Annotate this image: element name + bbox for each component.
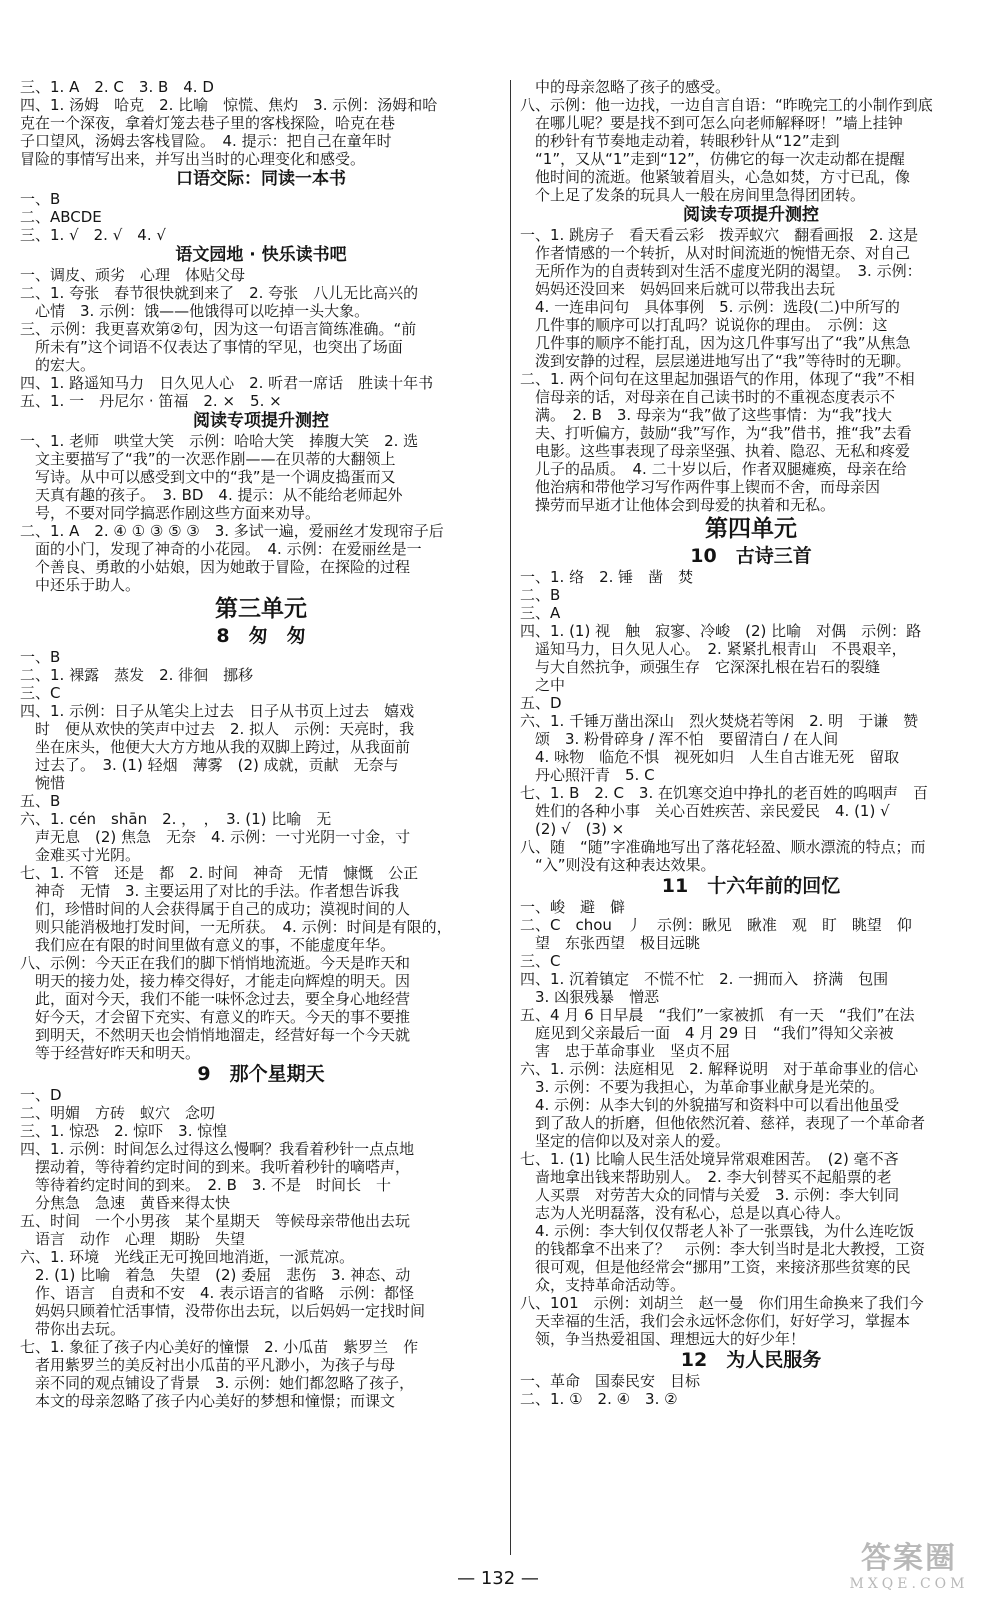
answer-line: 五、4 月 6 日早晨 “我们”一家被抓 有一天 “我们”在法 bbox=[520, 1006, 915, 1024]
answer-line: 面的小门，发现了神奇的小花园。 4. 示例：在爱丽丝是一 bbox=[20, 540, 422, 558]
answer-line: 三、C bbox=[20, 684, 61, 702]
answer-line: 4. 咏物 临危不惧 视死如归 人生自古谁无死 留取 bbox=[520, 748, 900, 766]
answer-line: 一、调皮、顽劣 心理 体贴父母 bbox=[20, 266, 246, 284]
answer-line: 本文的母亲忽略了孩子内心美好的梦想和憧憬；而课文 bbox=[20, 1392, 396, 1410]
answer-line: 二、1. ① 2. ④ 3. ② bbox=[520, 1390, 678, 1408]
answer-line: 六、1. cén shān 2. ， ， 3. (1) 比喻 无 bbox=[20, 810, 332, 828]
answer-line: 很可观，但是他经常会“挪用”工资，来接济那些贫寒的民 bbox=[520, 1258, 911, 1276]
answer-line: 二、1. 两个问句在这里起加强语气的作用，体现了“我”不相 bbox=[520, 370, 915, 388]
answer-line: 们，珍惜时间的人会获得属于自己的成功；漠视时间的人 bbox=[20, 900, 411, 918]
answer-line: 领，争当热爱祖国、理想远大的好少年！ bbox=[520, 1330, 806, 1348]
answer-line: 金难买寸光阴。 bbox=[20, 846, 141, 864]
answer-line: 我们应在有限的时间里做有意义的事，不能虚度年华。 bbox=[20, 936, 396, 954]
answer-line: 啬地拿出钱来帮助别人。 2. 李大钊替买不起船票的老 bbox=[520, 1168, 892, 1186]
section-heading: 8 匆 匆 bbox=[216, 625, 306, 647]
answer-line: 个上足了发条的玩具人一般在房间里急得团团转。 bbox=[520, 186, 866, 204]
answer-line: 4. 示例：李大钊仅仅帮老人补了一张票钱，为什么连吃饭 bbox=[520, 1222, 915, 1240]
answer-line: 时 便从欢快的笑声中过去 2. 拟人 示例：天亮时，我 bbox=[20, 720, 415, 738]
answer-line: 四、1. 路遥知马力 日久见人心 2. 听君一席话 胜读十年书 bbox=[20, 374, 434, 392]
section-heading: 11 十六年前的回忆 bbox=[661, 875, 841, 897]
answer-line: 望 东张西望 极目远眺 bbox=[520, 934, 701, 952]
answer-line: 分焦急 急速 黄昏来得太快 bbox=[20, 1194, 231, 1212]
answer-line: 夫、打听偏方，鼓励“我”写作，为“我”借书，推“我”去看 bbox=[520, 424, 912, 442]
answer-line: 克在一个深夜，拿着灯笼去巷子里的客栈探险，哈克在巷 bbox=[20, 114, 396, 132]
answer-line: “1”，又从“1”走到“12”，仿佛它的每一次走动都在提醒 bbox=[520, 150, 905, 168]
answer-line: 亲不同的观点铺设了背景 3. 示例：她们都忽略了孩子， bbox=[20, 1374, 415, 1392]
answer-line: 四、1. 示例：日子从笔尖上过去 日子从书页上过去 嬉戏 bbox=[20, 702, 415, 720]
answer-line: 文主要描写了“我”的一次恶作剧——在贝蒂的大翻领上 bbox=[20, 450, 396, 468]
answer-line: 三、1. 惊恐 2. 惊吓 3. 惊惶 bbox=[20, 1122, 228, 1140]
answer-line: 害 忠于革命事业 坚贞不屈 bbox=[520, 1042, 731, 1060]
answer-line: 他治病和带他学习写作两件事上锲而不舍，而母亲因 bbox=[520, 478, 881, 496]
answer-line: 的钱都拿不出来了？ 示例：李大钊当时是北大教授，工资 bbox=[520, 1240, 926, 1258]
answer-line: 等于经营好昨天和明天。 bbox=[20, 1044, 201, 1062]
answer-line: 几件事的顺序可以打乱吗？说说你的理由。 示例：这 bbox=[520, 316, 888, 334]
answer-line: 明天的接力处，接力棒交得好，才能走向辉煌的明天。因 bbox=[20, 972, 411, 990]
answer-line: 之中 bbox=[520, 676, 566, 694]
answer-line: 五、时间 一个小男孩 某个星期天 等候母亲带他出去玩 bbox=[20, 1212, 411, 1230]
answer-line: 四、1. 示例：时间怎么过得这么慢啊？我看着秒针一点点地 bbox=[20, 1140, 415, 1158]
answer-line: 的宏大。 bbox=[20, 356, 96, 374]
section-heading: 口语交际：同读一本书 bbox=[176, 169, 346, 189]
answer-line: 四、1. (1) 视 触 寂寥、冷峻 (2) 比喻 对偶 示例：路 bbox=[520, 622, 922, 640]
answer-line: 心情 3. 示例：饿——他饿得可以吃掉一头大象。 bbox=[20, 302, 370, 320]
answer-line: 三、C bbox=[520, 952, 561, 970]
answer-line: 二、B bbox=[520, 586, 561, 604]
section-heading: 10 古诗三首 bbox=[690, 545, 812, 567]
answer-line: 天真有趣的孩子。 3. BD 4. 提示：从不能给老师起外 bbox=[20, 486, 403, 504]
answer-line: 庭见到父亲最后一面 4 月 29 日 “我们”得知父亲被 bbox=[520, 1024, 894, 1042]
answer-line: 个善良、勇敢的小姑娘，因为她敢于冒险，在探险的过程 bbox=[20, 558, 411, 576]
answer-line: 三、1. A 2. C 3. B 4. D bbox=[20, 78, 214, 96]
answer-line: 颂 3. 粉骨碎身 / 浑不怕 要留清白 / 在人间 bbox=[520, 730, 839, 748]
answer-line: 二、明媚 方砖 蚁穴 念叨 bbox=[20, 1104, 216, 1122]
section-heading: 语文园地 · 快乐读书吧 bbox=[175, 245, 347, 265]
answer-line: 志为人光明磊落，没有私心，总是以真心待人。 bbox=[520, 1204, 851, 1222]
answer-line: 2. (1) 比喻 着急 失望 (2) 委屈 悲伤 3. 神态、动 bbox=[20, 1266, 411, 1284]
section-heading: 12 为人民服务 bbox=[680, 1349, 822, 1371]
answer-line: 四、1. 汤姆 哈克 2. 比喻 惊慌、焦灼 3. 示例：汤姆和哈 bbox=[20, 96, 438, 114]
answer-line: 3. 凶狠残暴 憎恶 bbox=[520, 988, 660, 1006]
answer-line: 八、示例：他一边找，一边自言自语：“昨晚完工的小制作到底 bbox=[520, 96, 933, 114]
answer-line: 二、1. 裸露 蒸发 2. 徘徊 挪移 bbox=[20, 666, 254, 684]
answer-line: 七、1. 不管 还是 都 2. 时间 神奇 无情 慷慨 公正 bbox=[20, 864, 419, 882]
answer-line: 五、B bbox=[20, 792, 61, 810]
answer-line: 八、随 “随”字准确地写出了落花轻盈、顺水漂流的特点；而 bbox=[520, 838, 926, 856]
answer-line: 坐在床头，他便大大方方地从我的双脚上跨过，从我面前 bbox=[20, 738, 411, 756]
answer-line: 等待着约定时间的到来。 2. B 3. 不是 时间长 十 bbox=[20, 1176, 391, 1194]
answer-line: 七、1. (1) 比喻人民生活处境异常艰难困苦。 (2) 毫不吝 bbox=[520, 1150, 899, 1168]
column-divider bbox=[510, 80, 511, 1555]
answer-line: 过去了。 3. (1) 轻烟 薄雾 (2) 成就，贡献 无奈与 bbox=[20, 756, 399, 774]
answer-line: 4. 一连串问句 具体事例 5. 示例：选段(二)中所写的 bbox=[520, 298, 900, 316]
answer-line: 电影。这些事表现了母亲坚强、执着、隐忍、无私和疼爱 bbox=[520, 442, 911, 460]
answer-line: 摆动着，等待着约定时间的到来。我听着秒针的嘀嗒声， bbox=[20, 1158, 411, 1176]
answer-line: 二、C chou 丿 示例：瞅见 瞅准 观 盯 眺望 仰 bbox=[520, 916, 912, 934]
answer-line: 声无息 (2) 焦急 无奈 4. 示例：一寸光阴一寸金，寸 bbox=[20, 828, 411, 846]
answer-line: 三、A bbox=[520, 604, 561, 622]
answer-line: 号，不要对同学搞恶作剧这些方面来劝导。 bbox=[20, 504, 321, 522]
answer-line: 六、1. 环境 光线正无可挽回地消逝，一派荒凉。 bbox=[20, 1248, 355, 1266]
answer-line: 一、1. 络 2. 锤 凿 焚 bbox=[520, 568, 694, 586]
answer-line: 一、峻 避 僻 bbox=[520, 898, 626, 916]
answer-line: 一、B bbox=[20, 190, 61, 208]
answer-line: 二、1. A 2. ④ ① ③ ⑤ ③ 3. 多试一遍，爱丽丝才发现帘子后 bbox=[20, 522, 444, 540]
answer-line: 3. 示例：不要为我担心，为革命事业献身是光荣的。 bbox=[520, 1078, 885, 1096]
answer-line: 一、革命 国泰民安 目标 bbox=[520, 1372, 701, 1390]
watermark-logo bbox=[834, 1542, 984, 1594]
answer-line: 六、1. 示例：法庭相见 2. 解释说明 对于革命事业的信心 bbox=[520, 1060, 919, 1078]
answer-line: 则只能消极地打发时间，一无所获。 4. 示例：时间是有限的， bbox=[20, 918, 452, 936]
answer-line: 三、示例：我更喜欢第②句，因为这一句语言简练准确。“前 bbox=[20, 320, 417, 338]
answer-line: “入”则没有这种表达效果。 bbox=[520, 856, 716, 874]
answer-line: 信母亲的话，对母亲在自己读书时的不重视态度表示不 bbox=[520, 388, 896, 406]
answer-line: 人买票 对劳苦大众的同情与关爱 3. 示例：李大钊同 bbox=[520, 1186, 900, 1204]
section-heading: 阅读专项提升测控 bbox=[683, 205, 819, 225]
answer-line: 一、1. 跳房子 看天看云彩 拨弄蚁穴 翻看画报 2. 这是 bbox=[520, 226, 919, 244]
answer-line: 神奇 无情 3. 主要运用了对比的手法。作者想告诉我 bbox=[20, 882, 400, 900]
answer-line: 五、1. 一 丹尼尔 · 笛福 2. × 5. × bbox=[20, 392, 282, 410]
right-column bbox=[520, 78, 982, 1408]
answer-line: 操劳而早逝才让他体会到母爱的执着和无私。 bbox=[520, 496, 836, 514]
answer-line: 所未有”这个词语不仅表达了事情的罕见，也突出了场面 bbox=[20, 338, 403, 356]
answer-line: 此，面对今天，我们不能一味怀念过去，要全身心地经营 bbox=[20, 990, 411, 1008]
answer-line: 遥知马力，日久见人心。 2. 紧紧扎根青山 不畏艰辛， bbox=[520, 640, 907, 658]
watermark-url: MXQE.COM bbox=[849, 1576, 969, 1592]
answer-line: 一、1. 老师 哄堂大笑 示例：哈哈大笑 捧腹大笑 2. 选 bbox=[20, 432, 419, 450]
answer-line: 好今天，才会留下充实、有意义的昨天。今天的事不要推 bbox=[20, 1008, 411, 1026]
answer-line: 泼到安静的过程，层层递进地写出了“我”等待时的无聊。 bbox=[520, 352, 911, 370]
answer-line: 作者情感的一个转折，从对时间流逝的惋惜无奈、对自己 bbox=[520, 244, 911, 262]
answer-line: 一、B bbox=[20, 648, 61, 666]
answer-line: 在哪儿呢？要是找不到可怎么向老师解释呀！”墙上挂钟 bbox=[520, 114, 903, 132]
answer-line: 八、101 示例：刘胡兰 赵一曼 你们用生命换来了我们今 bbox=[520, 1294, 924, 1312]
answer-line: 者用紫罗兰的美反衬出小瓜苗的平凡渺小，为孩子与母 bbox=[20, 1356, 396, 1374]
page-number: — 132 — bbox=[457, 1568, 539, 1589]
watermark-text: 答案圈 bbox=[861, 1541, 957, 1576]
answer-line: 到明天，不然明天也会悄悄地溜走，经营好每一个今天就 bbox=[20, 1026, 411, 1044]
answer-line: 二、ABCDE bbox=[20, 208, 102, 226]
answer-line: 姓们的各种小事 关心百姓疾苦、亲民爱民 4. (1) √ bbox=[520, 802, 890, 820]
answer-line: 他时间的流逝。他紧皱着眉头，心急如焚，方寸已乱，像 bbox=[520, 168, 911, 186]
answer-line: 写诗。从中可以感受到文中的“我”是一个调皮捣蛋而又 bbox=[20, 468, 396, 486]
answer-line: 众，支持革命活动等。 bbox=[520, 1276, 686, 1294]
answer-line: 坚定的信仰以及对亲人的爱。 bbox=[520, 1132, 731, 1150]
answer-line: 天幸福的生活，我们会永远怀念你们，好好学习，掌握本 bbox=[520, 1312, 911, 1330]
unit-heading: 第四单元 bbox=[705, 516, 797, 542]
answer-line: 惋惜 bbox=[20, 774, 66, 792]
answer-line: 满。 2. B 3. 母亲为“我”做了这些事情：为“我”找大 bbox=[520, 406, 893, 424]
answer-line: 语言 动作 心理 期盼 失望 bbox=[20, 1230, 246, 1248]
answer-line: 丹心照汗青 5. C bbox=[520, 766, 655, 784]
section-heading: 9 那个星期天 bbox=[197, 1063, 325, 1085]
answer-line: 的秒针有节奏地走动着，转眼秒针从“12”走到 bbox=[520, 132, 840, 150]
answer-line: 六、1. 千锤万凿出深山 烈火焚烧若等闲 2. 明 于谦 赞 bbox=[520, 712, 919, 730]
answer-line: 妈妈只顾着忙活事情，没带你出去玩，以后妈妈一定找时间 bbox=[20, 1302, 426, 1320]
answer-line: 作、语言 自责和不安 4. 表示语言的省略 示例：都怪 bbox=[20, 1284, 415, 1302]
answer-line: 冒险的事情写出来，并写出当时的心理变化和感受。 bbox=[20, 150, 366, 168]
answer-line: 子口望风，汤姆去客栈冒险。 4. 提示：把自己在童年时 bbox=[20, 132, 392, 150]
answer-line: 带你出去玩。 bbox=[20, 1320, 126, 1338]
answer-line: 三、1. √ 2. √ 4. √ bbox=[20, 226, 166, 244]
answer-line: 几件事的顺序不能打乱，因为这几件事写出了“我”从焦急 bbox=[520, 334, 911, 352]
answer-line: 中还乐于助人。 bbox=[20, 576, 141, 594]
answer-line: (2) √ (3) × bbox=[520, 820, 625, 838]
section-heading: 阅读专项提升测控 bbox=[193, 411, 329, 431]
answer-line: 一、D bbox=[20, 1086, 62, 1104]
left-column bbox=[20, 78, 502, 1410]
answer-line: 二、1. 夸张 春节很快就到来了 2. 夸张 八儿无比高兴的 bbox=[20, 284, 419, 302]
answer-line: 五、D bbox=[520, 694, 562, 712]
answer-line: 与大自然抗争，顽强生存 它深深扎根在岩石的裂缝 bbox=[520, 658, 881, 676]
answer-line: 到了敌人的折磨，但他依然沉着、慈祥，表现了一个革命者 bbox=[520, 1114, 926, 1132]
unit-heading: 第三单元 bbox=[215, 596, 307, 622]
answer-line: 无所作为的自责转到对生活不虚度光阴的渴望。 3. 示例： bbox=[520, 262, 922, 280]
answer-line: 四、1. 沉着镇定 不慌不忙 2. 一拥而入 挤满 包围 bbox=[520, 970, 889, 988]
answer-line: 儿子的品质。 4. 二十岁以后，作者双腿瘫痪，母亲在给 bbox=[520, 460, 907, 478]
answer-line: 七、1. B 2. C 3. 在饥寒交迫中挣扎的老百姓的呜咽声 百 bbox=[520, 784, 929, 802]
answer-line: 妈妈还没回来 妈妈回来后就可以带我出去玩 bbox=[520, 280, 836, 298]
answer-line: 八、示例：今天正在我们的脚下悄悄地流逝。今天是昨天和 bbox=[20, 954, 411, 972]
answer-line: 中的母亲忽略了孩子的感受。 bbox=[520, 78, 731, 96]
answer-line: 七、1. 象征了孩子内心美好的憧憬 2. 小瓜苗 紫罗兰 作 bbox=[20, 1338, 419, 1356]
answer-line: 4. 示例：从李大钊的外貌描写和资料中可以看出他虽受 bbox=[520, 1096, 900, 1114]
